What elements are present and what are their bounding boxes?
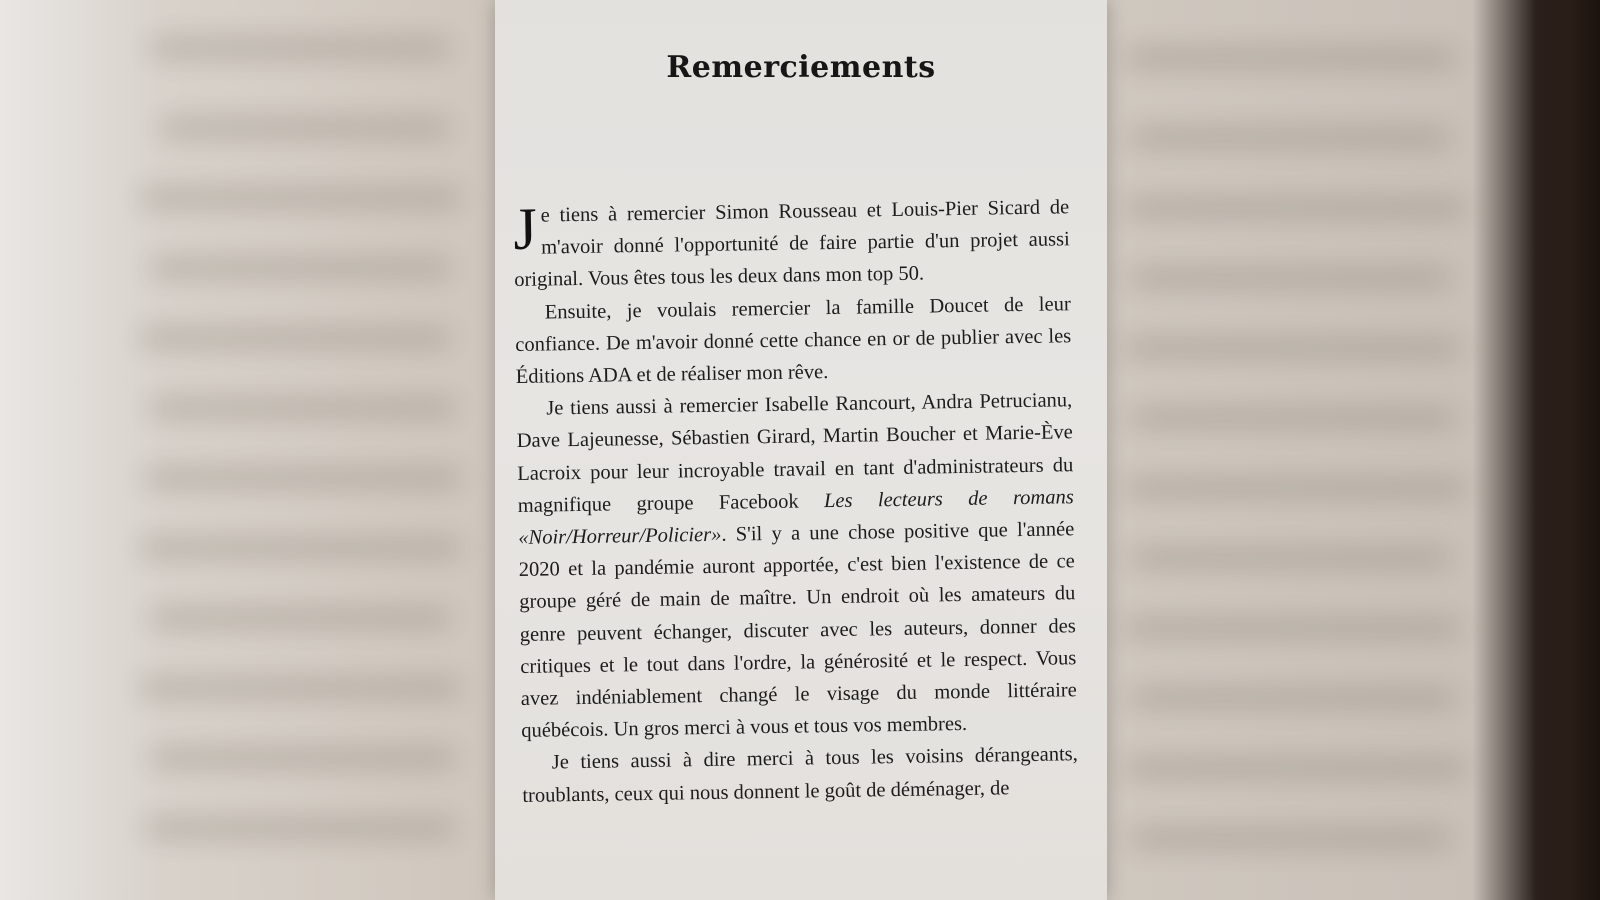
paragraph-3 <box>516 384 1077 747</box>
acknowledgements-text <box>513 191 1079 812</box>
blurred-right-page <box>1105 0 1575 900</box>
paragraph-3-text-before: Je tiens aussi à remercier Isabelle Rancourt, Andra Petrucianu, Dave Lajeunesse, Sébastien Girard, Martin Boucher et Marie-Ève Lacroix pour leur incroyable travail en tant d'administrateurs du magnifique groupe Facebook <box>516 389 1074 517</box>
drop-cap: J <box>512 195 538 262</box>
paragraph-1-text: e tiens à remercier Simon Rousseau et Louis-Pier Sicard de m'avoir donné l'opportunité de faire partie d'un projet aussi original. Vous êtes tous les deux dans mon top 50. <box>514 196 1070 292</box>
paragraph-1 <box>513 191 1070 296</box>
paragraph-3-text-after: . S'il y a une chose positive que l'année 2020 et la pandémie auront apportée, c'est bien l'existence de ce groupe géré de main de maître. Un endroit où les amateurs du genre peuvent échanger, discuter avec les auteurs, donner des critiques et le tout dans l'ordre, la générosité et le respect. Vous avez indéniablement changé le visage du monde littéraire québécois. Un gros merci à vous et tous vos membres. <box>518 518 1077 743</box>
book-spine-shadow <box>1530 0 1600 900</box>
page-title: Remerciements <box>666 50 936 85</box>
book-page <box>495 0 1107 900</box>
facebook-group-name: Les lecteurs de romans «Noir/Horreur/Policier» <box>518 486 1074 549</box>
blurred-left-page <box>0 0 495 900</box>
paragraph-2: Ensuite, je voulais remercier la famille Doucet de leur confiance. De m'avoir donné cette chance en or de publier avec les Éditions ADA et de réaliser mon rêve. <box>515 292 1072 388</box>
paragraph-4: Je tiens aussi à dire merci à tous les voisins dérangeants, troublants, ceux qui nous donnent le goût de déménager, de <box>522 743 1078 807</box>
